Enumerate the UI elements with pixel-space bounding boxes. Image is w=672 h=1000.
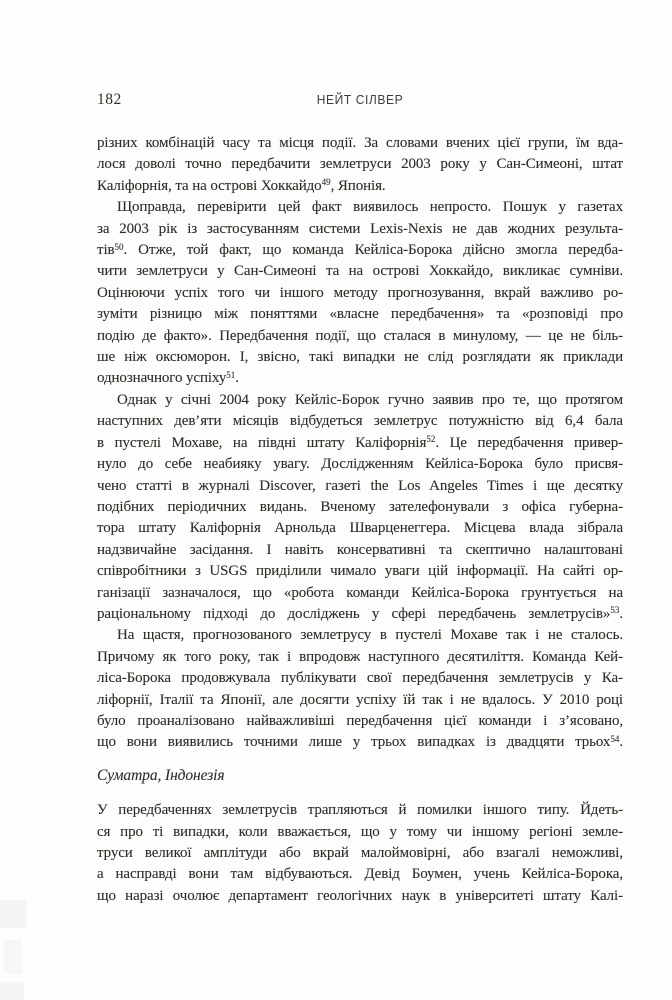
text-line: різних комбінацій часу та місця події. За словами вчених цієї групи, їм вда- xyxy=(97,135,623,151)
text-line: наступних дев’яти місяців відбудеться землетрус потужністю від 6,4 бала xyxy=(97,413,623,430)
text-line: ся про ті випадки, коли вважається, що у тому чи іншому регіоні земле- xyxy=(97,823,623,840)
running-head xyxy=(97,90,623,110)
footnote-ref: 54 xyxy=(610,733,620,744)
text-line: чити землетруси у Сан-Симеоні та на острові Хоккайдо, викликає сумніви. xyxy=(97,263,623,280)
text-line: На щастя, прогнозованого землетрусу в пустелі Мохаве так і не сталось. xyxy=(117,627,623,644)
paragraph xyxy=(97,390,623,625)
text-line: Каліфорнія, та на острові Хоккайдо$^{49}$, Японія. xyxy=(97,177,386,194)
text-line: зуміти різницю між поняттями «власне передбачення» та «розповіді про xyxy=(97,306,623,323)
page-number: 182 xyxy=(97,91,122,108)
text-line: ше ніж оксюморон. І, звісно, такі випадки не слід розглядати як приклади xyxy=(97,349,623,366)
text-line: чено статті в журналі Discover, газеті the Los Angeles Times і ще десятку xyxy=(97,477,623,494)
text-line: за 2003 рік із застосуванням системи Lexis-Nexis не дав жодних результа- xyxy=(97,220,623,237)
scan-artifact xyxy=(4,940,22,974)
text-line: було проаналізовано найважливіші передбачення цієї команди і з’ясовано, xyxy=(97,712,623,729)
text-line: надзвичайне засідання. І навіть консервативні та скептично налаштовані xyxy=(97,541,623,558)
text-line: нуло до себе неабияку увагу. Дослідженням Кейліса-Борока було присвя- xyxy=(97,456,623,473)
footnote-ref: 51 xyxy=(226,369,236,380)
paragraph xyxy=(97,133,623,197)
text-line: ліса-Борока продовжувала публікувати свої передбачення землетрусів у Ка- xyxy=(97,670,623,687)
footnote-ref: 53 xyxy=(610,605,620,616)
text-line: Оцінюючи успіх того чи іншого методу прогнозування, вкрай важливо ро- xyxy=(97,284,623,301)
text-line: в пустелі Мохаве, на півдні штату Каліфорнія$^{52}$. Це передбачення привер- xyxy=(97,434,623,451)
text-line: а насправді вони там відбуваються. Девід Боумен, учень Кейліса-Борока, xyxy=(97,866,623,883)
text-line: що вони виявились точними лише у трьох випадках із двадцяти трьох$^{54}$. xyxy=(97,733,623,751)
text-line: У передбаченнях землетрусів трапляються й помилки іншого типу. Йдеть- xyxy=(97,802,623,819)
footnote-ref: 49 xyxy=(321,177,331,188)
text-line: співробітники з USGS приділили чимало уваги цій інформації. На сайті ор- xyxy=(97,563,623,580)
paragraph xyxy=(97,197,623,390)
footnote-ref: 50 xyxy=(114,241,124,252)
text-line: подібних періодичних видань. Вченому зателефонували з офіса губерна- xyxy=(97,498,623,515)
text-line: подію де факто». Передбачення події, що сталася в минулому, — це не біль- xyxy=(97,327,623,344)
text-line: ліфорнії, Італії та Японії, але досягти успіху їй так і не вдалось. У 2010 році xyxy=(97,691,623,708)
text-line: що наразі очолює департамент геологічних наук в університеті штату Калі- xyxy=(97,887,623,904)
text-line: Однак у січні 2004 року Кейліс-Борок гучно заявив про те, що протягом xyxy=(117,391,623,408)
section-heading: Суматра, Індонезія xyxy=(97,766,225,784)
text-line: лося доволі точно передбачити землетруси 2003 року у Сан-Симеоні, штат xyxy=(97,156,623,173)
text-line: тів$^{50}$. Отже, той факт, що команда Кейліса-Борока дійсно змогла передба- xyxy=(97,241,623,259)
text-line: однозначного успіху$^{51}$. xyxy=(97,369,239,387)
scan-artifact xyxy=(0,900,26,928)
text-line: труси великої амплітуди або вкрай малоймовірні, або взагалі неможливі, xyxy=(97,845,623,861)
paragraph xyxy=(97,625,623,753)
footnote-ref: 52 xyxy=(426,434,436,445)
text-line: ганізації зазначалося, що «робота команди Кейліса-Борока грунтується на xyxy=(97,584,623,601)
scan-artifact xyxy=(0,982,24,1000)
text-line: раціональному підході до досліджень у сфері передбачень землетрусів»$^{53}$. xyxy=(97,605,623,622)
running-title: НЕЙТ СІЛВЕР xyxy=(316,92,404,108)
text-line: Щоправда, перевірити цей факт виявилось непросто. Пошук у газетах xyxy=(117,199,623,216)
page-body-text xyxy=(97,133,623,907)
text-line: Причому як того року, так і впродовж наступного десятиліття. Команда Кей- xyxy=(97,648,623,665)
text-line: тора штату Каліфорнія Арнольда Шварценеггера. Місцева влада зібрала xyxy=(97,520,623,537)
paragraph xyxy=(97,800,623,907)
